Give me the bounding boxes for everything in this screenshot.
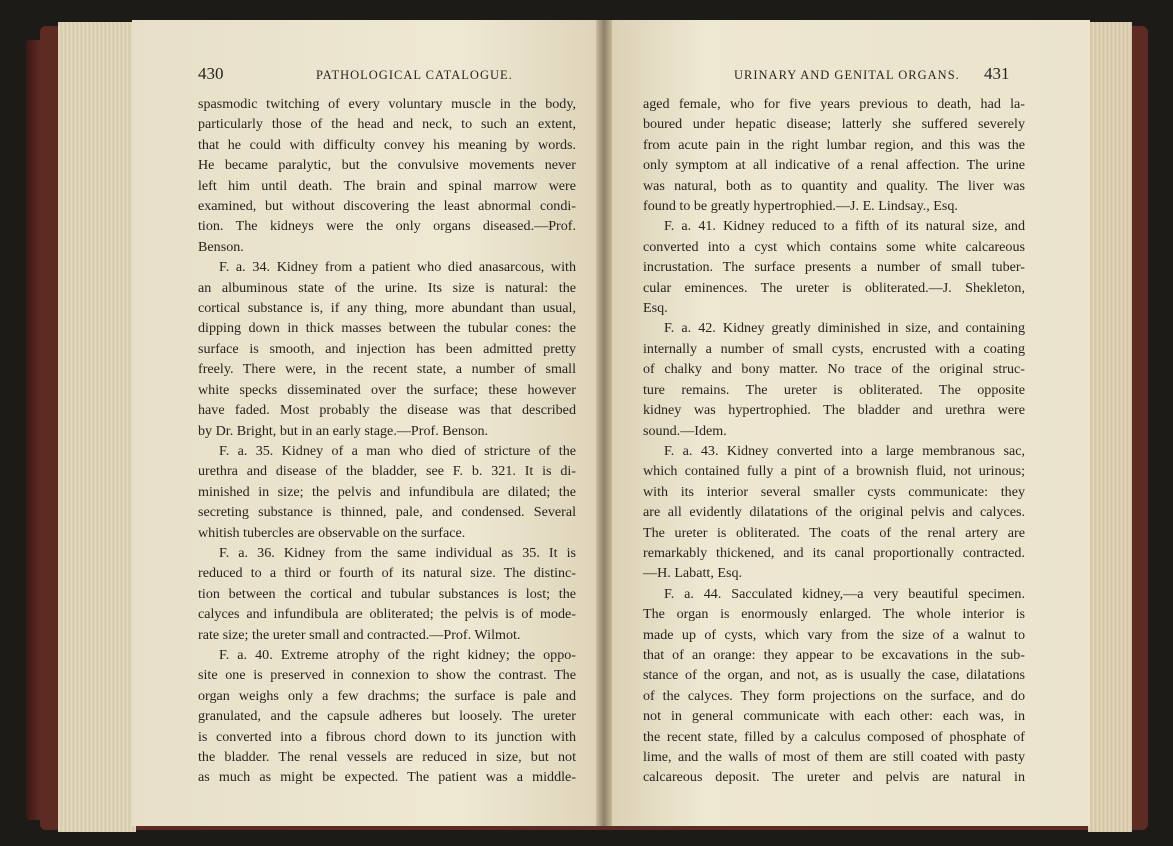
text-line: found to be greatly hypertrophied.—J. E. Lindsay., Esq. bbox=[643, 198, 958, 215]
text-line: lime, and the walls of most of them are still coated with pasty bbox=[643, 749, 1025, 765]
text-line: stance of the organ, and not, as is usually the case, dilatations bbox=[643, 667, 1025, 684]
text-line: reduced to a third or fourth of its natural size. The distinc- bbox=[198, 565, 576, 582]
text-line: The organ is enormously enlarged. The whole interior is bbox=[643, 606, 1025, 623]
text-line: left him until death. The brain and spinal marrow were bbox=[198, 177, 576, 194]
text-line: cortical substance is, if any thing, more abundant than usual, bbox=[198, 300, 576, 317]
right-running-head: URINARY AND GENITAL ORGANS. bbox=[734, 68, 960, 82]
text-line: calyces and infundibula are obliterated; the pelvis is of mode- bbox=[198, 606, 576, 623]
text-line: that of an orange: they appear to be excavations in the sub- bbox=[643, 646, 1025, 663]
text-line: F. a. 42. Kidney greatly diminished in size, and containing bbox=[664, 320, 1025, 337]
text-line: examined, but without discovering the least abnormal condi- bbox=[198, 198, 576, 215]
text-line: F. a. 44. Sacculated kidney,—a very beautiful specimen. bbox=[664, 585, 1025, 602]
text-line: internally a number of small cysts, encrusted with a coating bbox=[643, 340, 1025, 357]
text-line: particularly those of the head and neck, to such an extent, bbox=[198, 116, 576, 133]
text-line: is converted into a fibrous chord down to its junction with bbox=[198, 728, 576, 745]
right-page-stack bbox=[1088, 22, 1132, 832]
text-line: He became paralytic, but the convulsive movements never bbox=[198, 157, 576, 174]
text-line: surface is smooth, and injection has been admitted pretty bbox=[198, 340, 576, 357]
right-page-number: 431 bbox=[984, 64, 1010, 83]
text-line: spasmodic twitching of every voluntary muscle in the body, bbox=[198, 96, 576, 112]
text-line: Benson. bbox=[198, 238, 244, 255]
text-line: of the calyces. They form projections on the surface, and do bbox=[643, 687, 1025, 704]
left-page-body bbox=[198, 94, 576, 788]
text-line: F. a. 43. Kidney converted into a large membranous sac, bbox=[664, 442, 1025, 459]
text-line: rate size; the ureter small and contracted.—Prof. Wilmot. bbox=[198, 626, 521, 643]
text-line: freely. There were, in the recent state, a number of small bbox=[198, 361, 576, 378]
left-page-number: 430 bbox=[198, 64, 224, 83]
text-line: organ weighs only a few drachms; the surface is pale and bbox=[198, 687, 576, 704]
text-line: tion between the cortical and tubular substances is lost; the bbox=[198, 585, 576, 602]
text-line: urethra and disease of the bladder, see F. b. 321. It is di- bbox=[198, 463, 576, 480]
text-line: of chalky and bony matter. No trace of the original struc- bbox=[643, 361, 1025, 378]
text-line: boured under hepatic disease; latterly she suffered severely bbox=[643, 116, 1025, 133]
right-page-body bbox=[643, 94, 1025, 788]
text-line: F. a. 40. Extreme atrophy of the right kidney; the oppo- bbox=[219, 646, 576, 663]
text-line: granulated, and the capsule adheres but loosely. The ureter bbox=[198, 708, 576, 725]
text-line: which contained fully a pint of a brownish fluid, not urinous; bbox=[643, 463, 1025, 480]
text-line: site one is preserved in connexion to show the contrast. The bbox=[198, 667, 576, 684]
text-line: sound.—Idem. bbox=[643, 422, 727, 439]
text-line: was natural, both as to quantity and quality. The liver was bbox=[643, 177, 1025, 194]
text-line: as much as might be expected. The patient was a middle- bbox=[198, 769, 576, 786]
text-line: the recent state, filled by a calculus composed of phosphate of bbox=[643, 728, 1025, 745]
text-line: made up of cysts, which vary from the size of a walnut to bbox=[643, 626, 1025, 643]
text-line: white specks disseminated over the surface; these however bbox=[198, 381, 576, 398]
text-line: —H. Labatt, Esq. bbox=[643, 565, 743, 582]
text-line: the bladder. The renal vessels are reduced in size, but not bbox=[198, 749, 576, 765]
text-line: converted into a cyst which contains some white calcareous bbox=[643, 238, 1025, 255]
text-line: Esq. bbox=[643, 300, 668, 317]
text-line: have faded. Most probably the disease was that described bbox=[198, 402, 576, 419]
text-line: an albuminous state of the urine. Its size is natural: the bbox=[198, 279, 576, 296]
text-line: minished in size; the pelvis and infundibula are dilated; the bbox=[198, 483, 576, 500]
text-line: with its interior several smaller cysts communicate: they bbox=[643, 483, 1025, 500]
text-line: ture remains. The ureter is obliterated. The opposite bbox=[643, 381, 1025, 398]
book-gutter bbox=[596, 20, 612, 826]
text-line: remarkably thickened, and its canal proportionally contracted. bbox=[643, 544, 1025, 561]
text-line: by Dr. Bright, but in an early stage.—Prof. Benson. bbox=[198, 422, 489, 439]
text-line: that he could with difficulty convey his meaning by words. bbox=[198, 136, 576, 153]
text-line: secreting substance is thinned, pale, and condensed. Several bbox=[198, 504, 576, 521]
left-page-stack bbox=[58, 22, 136, 832]
text-line: F. a. 35. Kidney of a man who died of stricture of the bbox=[219, 442, 576, 459]
text-line: only symptom at all indicative of a renal affection. The urine bbox=[643, 157, 1025, 174]
text-line: from acute pain in the right lumbar region, and this was the bbox=[643, 136, 1025, 153]
text-line: F. a. 36. Kidney from the same individual as 35. It is bbox=[219, 544, 576, 561]
text-line: The ureter is obliterated. The coats of the renal artery are bbox=[643, 524, 1025, 541]
text-line: incrustation. The surface presents a number of small tuber- bbox=[643, 259, 1025, 276]
left-running-head: PATHOLOGICAL CATALOGUE. bbox=[316, 68, 513, 82]
text-line: not in general communicate with each other: each was, in bbox=[643, 708, 1025, 725]
text-line: calcareous deposit. The ureter and pelvis are natural in bbox=[643, 769, 1025, 786]
text-line: are all evidently dilatations of the original pelvis and calyces. bbox=[643, 504, 1025, 521]
text-line: tion. The kidneys were the only organs diseased.—Prof. bbox=[198, 218, 576, 235]
text-line: F. a. 41. Kidney reduced to a fifth of its natural size, and bbox=[664, 218, 1025, 235]
text-line: dipping down in thick masses between the tubular cones: the bbox=[198, 320, 576, 337]
text-line: kidney was hypertrophied. The bladder and urethra were bbox=[643, 402, 1025, 419]
text-line: F. a. 34. Kidney from a patient who died anasarcous, with bbox=[219, 259, 576, 276]
text-line: whitish tubercles are observable on the surface. bbox=[198, 524, 466, 541]
text-line: cular eminences. The ureter is obliterated.—J. Shekleton, bbox=[643, 279, 1025, 296]
text-line: aged female, who for five years previous to death, had la- bbox=[643, 96, 1025, 112]
